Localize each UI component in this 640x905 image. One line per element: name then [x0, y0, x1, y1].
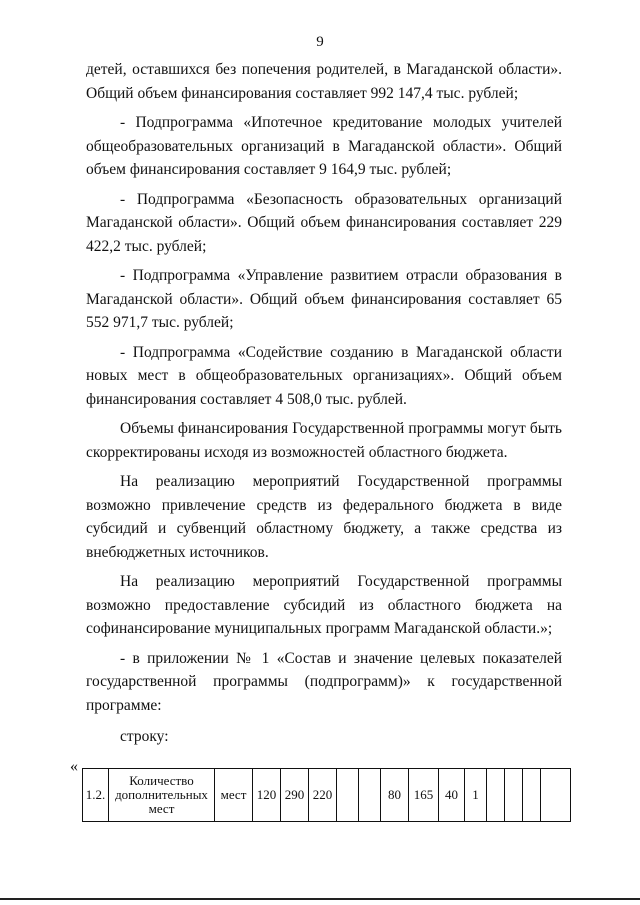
table-cell — [337, 769, 359, 822]
paragraph-2: - Подпрограмма «Ипотечное кредитование молодых учителей общеобразовательных организаций в Магаданской области». Общий объем финансирования составляет 9 164,9 тыс. рублей; — [86, 114, 562, 178]
paragraph-4: - Подпрограмма «Управление развитием отрасли образования в Магаданской области». Общий объем финансирования составляет 65 552 971,7 тыс. рублей; — [86, 267, 562, 331]
table-cell: 220 — [309, 769, 337, 822]
row-label: строку: — [120, 728, 169, 745]
document-body — [86, 58, 562, 723]
table-row — [83, 769, 571, 822]
paragraph-1: детей, оставшихся без попечения родителей, в Магаданской области». Общий объем финансирования составляет 992 147,4 тыс. рублей; — [86, 61, 562, 102]
paragraph-7: На реализацию мероприятий Государственной программы возможно привлечение средств из федерального бюджета в виде субсидий и субвенций областному бюджету, а также средства из внебюджетных источников. — [86, 473, 562, 561]
table-cell: 290 — [281, 769, 309, 822]
table-cell: 165 — [409, 769, 439, 822]
page-number: 9 — [316, 34, 324, 50]
page-bottom-border — [0, 898, 640, 900]
table-cell-indicator: Количество дополнительных мест — [109, 769, 215, 822]
paragraph-3: - Подпрограмма «Безопасность образовательных организаций Магаданской области». Общий объем финансирования составляет 229 422,2 тыс. рублей; — [86, 190, 562, 255]
paragraph-6: Объемы финансирования Государственной программы могут быть скорректированы исходя из возможностей областного бюджета. — [86, 420, 562, 461]
table-cell-unit: мест — [215, 769, 253, 822]
paragraph-8: На реализацию мероприятий Государственной программы возможно предоставление субсидий из областного бюджета на софинансирование муниципальных программ Магаданской области.»; — [86, 573, 562, 637]
table-cell — [541, 769, 571, 822]
table-cell: 1 — [465, 769, 487, 822]
paragraph-9: - в приложении № 1 «Состав и значение целевых показателей государственной программы (подпрограмм)» к государственной программе: — [86, 649, 562, 714]
table-cell — [487, 769, 505, 822]
table-cell — [505, 769, 523, 822]
table-cell-number: 1.2. — [83, 769, 109, 822]
indicator-table — [82, 768, 571, 822]
quote-mark: « — [70, 758, 78, 775]
table-cell — [523, 769, 541, 822]
paragraph-5: - Подпрограмма «Содействие созданию в Магаданской области новых мест в общеобразовательных организациях». Общий объем финансирования составляет 4 508,0 тыс. рублей. — [86, 343, 562, 408]
table-cell: 40 — [439, 769, 465, 822]
table-cell — [359, 769, 381, 822]
table-cell: 120 — [253, 769, 281, 822]
table-cell: 80 — [381, 769, 409, 822]
